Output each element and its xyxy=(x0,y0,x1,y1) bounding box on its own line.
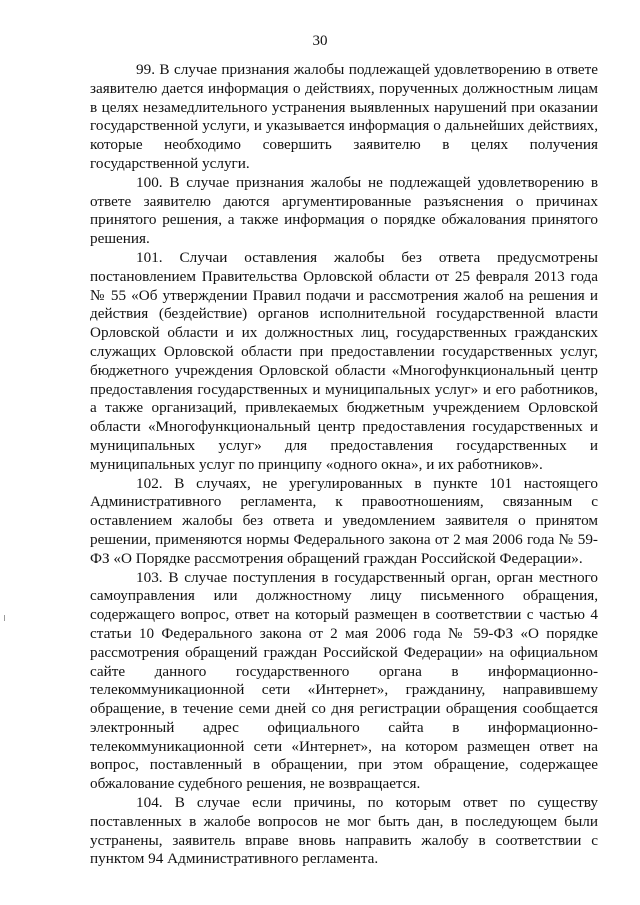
paragraph-100: 100. В случае признания жалобы не подлежащей удовлетворению в ответе заявителю даются аргументированные разъяснения о причинах принятого решения, а также информация о порядке обжалования принятого решения. xyxy=(90,173,598,248)
page-number: 30 xyxy=(312,33,328,49)
paragraph-104: 104. В случае если причины, по которым ответ по существу поставленных в жалобе вопросов не мог быть дан, в последующем были устранены, заявитель вправе вновь направить жалобу в соответствии с пунктом 94 Административного регламента. xyxy=(90,794,598,868)
paragraph-101: 101. Случаи оставления жалобы без ответа предусмотрены постановлением Правительства Орловской области от 25 февраля 2013 года № 55 «Об утверждении Правил подачи и рассмотрения жалоб на решения и действия (бездействие) органов исполнительной государственной власти Орловской области и их должностных лиц, государственных гражданских служащих Орловской области при предоставлении государственных услуг, бюджетного учреждения Орловской области «Многофункциональный центр предоставления государственных и муниципальных услуг» и его работников, а также организаций, привлекаемых бюджетным учреждением Орловской области «Многофункциональный центр предоставления государственных и муниципальных услуг» для предоставления государственных и муниципальных услуг по принципу «одного окна», и их работников». xyxy=(90,248,598,473)
document-body xyxy=(90,61,598,869)
paragraph-103: 103. В случае поступления в государственный орган, орган местного самоуправления или должностному лицу письменного обращения, содержащего вопрос, ответ на который размещен в соответствии с частью 4 статьи 10 Федерального закона от 2 мая 2006 года № 59-ФЗ «О порядке рассмотрения обращений граждан Российской Федерации» на официальном сайте данного государственного органа в информационно-телекоммуникационной сети «Интернет», гражданину, направившему обращение, в течение семи дней со дня регистрации обращения сообщается электронный адрес официального сайта в информационно-телекоммуникационной сети «Интернет», на котором размещен ответ на вопрос, поставленный в обращении, при этом обращение, содержащее обжалование судебного решения, не возвращается. xyxy=(90,568,598,793)
paragraph-99: 99. В случае признания жалобы подлежащей удовлетворению в ответе заявителю дается информация о действиях, порученных должностным лицам в целях незамедлительного устранения выявленных нарушений при оказании государственной услуги, и указывается информация о дальнейших действиях, которые необходимо совершить заявителю в целях получения государственной услуги. xyxy=(90,61,598,172)
scan-artifact xyxy=(4,615,5,621)
paragraph-102: 102. В случаях, не урегулированных в пункте 101 настоящего Административного регламента, к правоотношениям, связанным с оставлением жалобы без ответа и уведомлением заявителя о принятом решении, применяются нормы Федерального закона от 2 мая 2006 года № 59-ФЗ «О Порядке рассмотрения обращений граждан Российской Федерации». xyxy=(90,474,598,567)
